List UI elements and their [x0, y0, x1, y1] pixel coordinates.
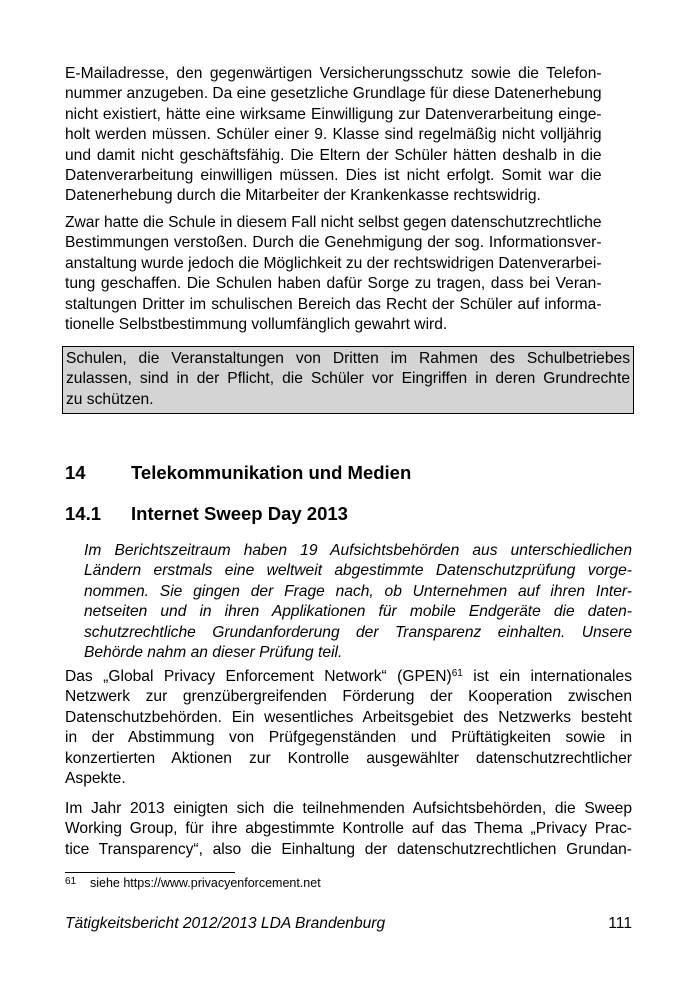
text-line: nommen. Sie gingen der Frage nach, ob Unternehmen auf ihren Inter-: [84, 582, 632, 600]
summary-box: [62, 346, 634, 414]
text-line: tung geschaffen. Die Schulen haben dafür Sorge zu tragen, dass bei Veran-: [65, 275, 602, 293]
text-line: nicht existiert, hätte eine wirksame Einwilligung zur Datenverarbeitung einge-: [65, 105, 602, 123]
footnote-text: siehe https://www.privacyenforcement.net: [90, 876, 321, 890]
paragraph-sweep-2013: [65, 799, 632, 860]
text-line: Im Berichtszeitraum haben 19 Aufsichtsbehörden aus unterschiedlichen: [84, 542, 632, 559]
text-line: tionelle Selbstbestimmung vollumfänglich gewahrt wird.: [65, 316, 448, 334]
section-heading: [65, 462, 411, 484]
text-line: Netzwerk zur grenzübergreifenden Förderung der Kooperation zwischen: [65, 688, 632, 706]
text-line: anstaltung wurde jedoch die Möglichkeit zu der rechtswidrigen Datenverarbei-: [65, 254, 602, 272]
abstract-italic: [84, 541, 632, 663]
text-line: Behörde nahm an dieser Prüfung teil.: [84, 644, 343, 662]
footnote-number: 61: [65, 876, 77, 887]
text-line: nummer anzugeben. Da eine gesetzliche Grundlage für diese Datenerhebung: [65, 85, 602, 103]
text-line: schutzrechtliche Grundanforderung der Transparenz einhalten. Unsere: [84, 623, 632, 641]
subsection-heading: [65, 503, 348, 525]
text-line: Ländern erstmals eine weltweit abgestimmte Datenschutzprüfung vorge-: [84, 562, 632, 580]
text-line: staltungen Dritter im schulischen Bereich das Recht der Schüler auf informa-: [65, 295, 602, 313]
text-line: in der Abstimmung von Prüfgegenständen und Prüftätigkeiten sowie in: [65, 729, 632, 747]
text-line: Zwar hatte die Schule in diesem Fall nicht selbst gegen datenschutzrechtliche: [65, 214, 602, 231]
footnote-reference[interactable]: 61: [451, 668, 463, 679]
text-line: Schulen, die Veranstaltungen von Dritten im Rahmen des Schulbetriebes: [66, 350, 630, 367]
paragraph-school-responsibility: [65, 213, 602, 335]
paragraph-gpen: [65, 667, 632, 789]
text-fragment: ist ein internationales: [462, 668, 632, 685]
text-line: Im Jahr 2013 einigten sich die teilnehmenden Aufsichtsbehörden, die Sweep: [65, 800, 632, 817]
text-line: E-Mailadresse, den gegenwärtigen Versicherungsschutz sowie die Telefon-: [65, 65, 602, 82]
text-fragment: Das „Global Privacy Enforcement Network“ (GPEN): [65, 668, 452, 685]
text-line: Working Group, für ihre abgestimmte Kontrolle auf das Thema „Privacy Prac-: [65, 820, 632, 838]
section-title: Telekommunikation und Medien: [131, 462, 412, 483]
text-line: Datenverarbeitung einwilligen müssen. Dies ist nicht erfolgt. Somit war die: [65, 167, 602, 185]
subsection-title: Internet Sweep Day 2013: [131, 503, 348, 524]
text-line: tice Transparency“, also die Einhaltung der datenschutzrechtlichen Grundan-: [65, 840, 632, 858]
paragraph-data-collection: [65, 64, 602, 207]
footnote-divider: [65, 872, 235, 873]
text-line: zu schützen.: [66, 390, 154, 408]
text-line: netseiten und in ihren Applikationen für mobile Endgeräte die daten-: [84, 603, 632, 621]
text-line: holt werden müssen. Schüler einer 9. Klasse sind regelmäßig nicht volljährig: [65, 126, 602, 144]
text-line: und damit nicht geschäftsfähig. Die Eltern der Schüler hätten deshalb in die: [65, 146, 602, 164]
page-number: 111: [608, 915, 632, 932]
section-number: 14: [65, 462, 86, 483]
text-line: Datenerhebung durch die Mitarbeiter der Krankenkasse rechtswidrig.: [65, 187, 541, 205]
text-line: Datenschutzbehörden. Ein wesentliches Arbeitsgebiet des Netzwerks besteht: [65, 708, 632, 726]
text-line: Aspekte.: [65, 770, 126, 788]
text-line: [65, 667, 632, 687]
subsection-number: 14.1: [65, 503, 102, 524]
page-footer: [65, 915, 632, 933]
text-line: zulassen, sind in der Pflicht, die Schüler vor Eingriffen in deren Grundrechte: [66, 370, 630, 388]
text-line: konzertierten Aktionen zur Kontrolle ausgewählter datenschutzrechtlicher: [65, 749, 632, 767]
footnote: [65, 876, 321, 890]
footer-title: Tätigkeitsbericht 2012/2013 LDA Brandenburg: [65, 915, 386, 932]
text-line: Bestimmungen verstoßen. Durch die Genehmigung der sog. Informationsver-: [65, 234, 602, 252]
